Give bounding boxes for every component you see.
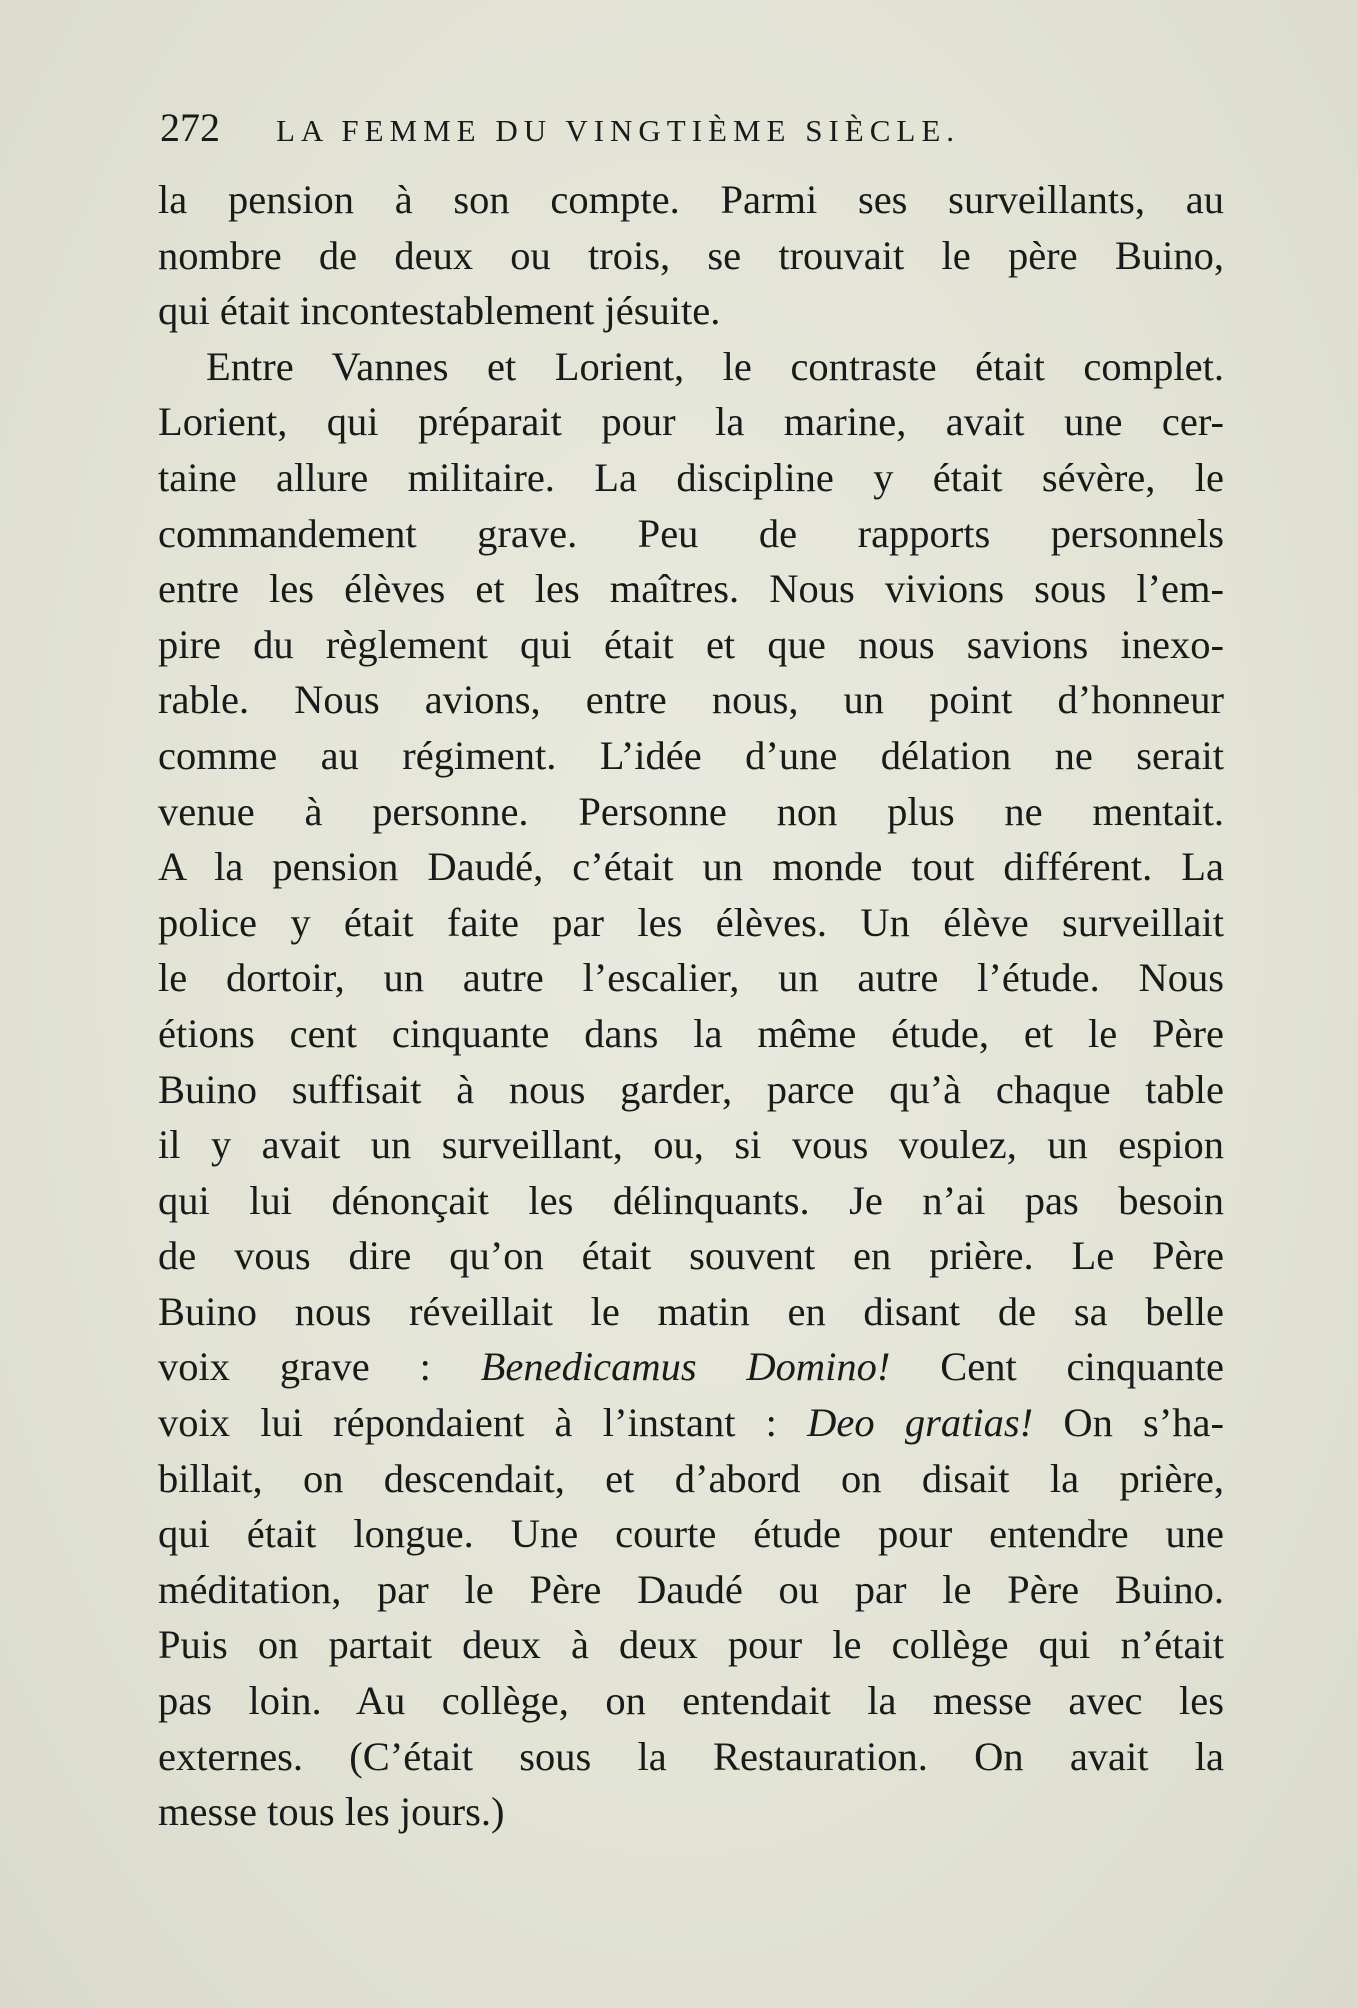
text-line: Buino nous réveillait le matin en disant de sa belle — [158, 1288, 1224, 1334]
text-segment: On s’ha- — [1033, 1400, 1224, 1446]
text-line: le dortoir, un autre l’escalier, un autre l’étude. Nous — [158, 955, 1224, 1001]
italic-phrase: Benedicamus Domino! — [480, 1344, 891, 1390]
text-line: taine allure militaire. La discipline y était sévère, le — [158, 454, 1224, 500]
text-segment: Cent cinquante — [890, 1344, 1224, 1390]
text-line: rable. Nous avions, entre nous, un point d’honneur — [158, 677, 1224, 723]
text-line: entre les élèves et les maîtres. Nous vivions sous l’em- — [158, 566, 1224, 612]
text-line: comme au régiment. L’idée d’une délation ne serait — [158, 732, 1224, 778]
text-line: commandement grave. Peu de rapports personnels — [158, 510, 1224, 556]
running-title: LA FEMME DU VINGTIÈME SIÈCLE. — [276, 113, 961, 148]
text-line: qui lui dénonçait les délinquants. Je n’ai pas besoin — [158, 1177, 1224, 1223]
text-line: billait, on descendait, et d’abord on disait la prière, — [158, 1455, 1224, 1501]
text-line — [158, 1339, 1224, 1395]
text-line: de vous dire qu’on était souvent en prière. Le Père — [158, 1233, 1224, 1279]
text-line: pas loin. Au collège, on entendait la messe avec les — [158, 1678, 1224, 1724]
text-line: la pension à son compte. Parmi ses surveillants, au — [158, 177, 1224, 222]
text-line: externes. (C’était sous la Restauration. On avait la — [158, 1733, 1224, 1779]
text-line — [158, 1395, 1224, 1451]
body-text — [158, 172, 1224, 1840]
text-line: Buino suffisait à nous garder, parce qu’à chaque table — [158, 1066, 1224, 1112]
text-line: méditation, par le Père Daudé ou par le Père Buino. — [158, 1566, 1224, 1612]
text-line: qui était longue. Une courte étude pour entendre une — [158, 1511, 1224, 1557]
text-line: qui était incontestablement jésuite. — [158, 288, 721, 334]
text-line: A la pension Daudé, c’était un monde tout différent. La — [158, 844, 1224, 890]
text-line: Entre Vannes et Lorient, le contraste était complet. — [206, 343, 1224, 389]
text-line: Lorient, qui préparait pour la marine, avait une cer- — [158, 399, 1224, 445]
italic-phrase: Deo gratias! — [807, 1400, 1034, 1446]
running-head — [160, 104, 1110, 160]
text-line: Puis on partait deux à deux pour le collège qui n’était — [158, 1622, 1224, 1668]
text-line: nombre de deux ou trois, se trouvait le père Buino, — [158, 232, 1224, 278]
page-number: 272 — [160, 105, 220, 150]
text-line: étions cent cinquante dans la même étude, et le Père — [158, 1010, 1224, 1056]
text-line: venue à personne. Personne non plus ne mentait. — [158, 788, 1224, 834]
text-line: il y avait un surveillant, ou, si vous voulez, un espion — [158, 1122, 1224, 1168]
text-line: police y était faite par les élèves. Un élève surveillait — [158, 899, 1224, 945]
text-line: messe tous les jours.) — [158, 1789, 505, 1835]
text-segment: voix lui répondaient à l’instant : — [158, 1400, 808, 1446]
text-line: pire du règlement qui était et que nous savions inexo- — [158, 621, 1224, 667]
text-segment: voix grave : — [158, 1344, 481, 1390]
